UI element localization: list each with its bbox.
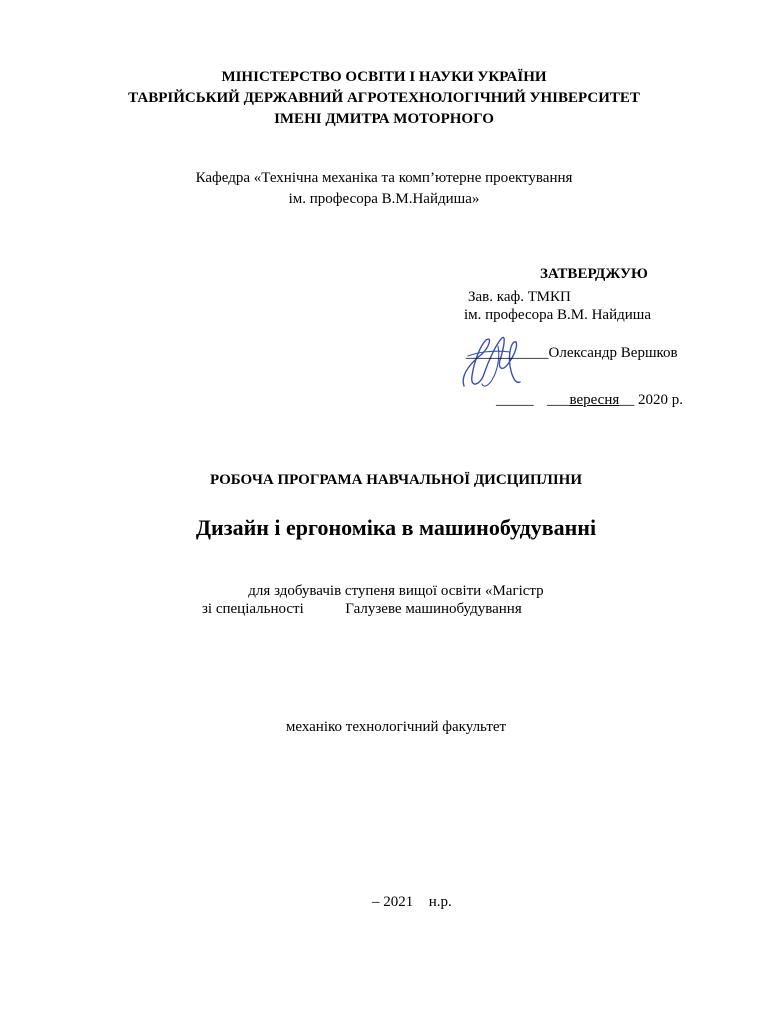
document-type: РОБОЧА ПРОГРАМА НАВЧАЛЬНОЇ ДИСЦИПЛІНИ: [210, 472, 582, 488]
approval-named-after: ім. професора В.М. Найдиша: [464, 307, 651, 323]
approval-signature-line: [466, 344, 678, 362]
degree-line: для здобувачів ступеня вищої освіти «Магістр: [248, 583, 544, 599]
approval-year: 2020 р.: [638, 392, 684, 408]
signature-blank: ___________: [466, 345, 549, 361]
approval-month: вересня: [569, 392, 620, 408]
university-name-line2: ІМЕНІ ДМИТРА МОТОРНОГО: [274, 111, 494, 127]
head-of-department-name: Олександр Вершков: [548, 345, 678, 361]
specialty-label: зі спеціальності: [202, 601, 304, 617]
university-name: ТАВРІЙСЬКИЙ ДЕРЖАВНИЙ АГРОТЕХНОЛОГІЧНИЙ УНІВЕРСИТЕТ: [128, 90, 640, 106]
month-suffix-blank: __: [619, 392, 635, 408]
academic-year: [372, 893, 452, 911]
academic-year-suffix: н.р.: [428, 894, 452, 910]
day-blank: _____: [496, 392, 534, 408]
department-name-line2: ім. професора В.М.Найдиша»: [288, 191, 480, 207]
approval-date-line: [496, 391, 683, 409]
specialty-line: [202, 600, 522, 618]
academic-year-value: – 2021: [372, 894, 414, 910]
specialty-name: Галузеве машинобудування: [345, 601, 522, 617]
month-prefix-blank: ___: [547, 392, 570, 408]
department-name: Кафедра «Технічна механіка та комп’ютерне проектування: [195, 170, 573, 186]
faculty-name: механіко технологічний факультет: [285, 719, 507, 735]
ministry-heading: МІНІСТЕРСТВО ОСВІТИ І НАУКИ УКРАЇНИ: [221, 69, 547, 85]
approval-title: ЗАТВЕРДЖУЮ: [540, 266, 648, 282]
discipline-title: Дизайн і ергономіка в машинобудуванні: [195, 515, 597, 540]
approval-position: Зав. каф. ТМКП: [468, 289, 571, 305]
